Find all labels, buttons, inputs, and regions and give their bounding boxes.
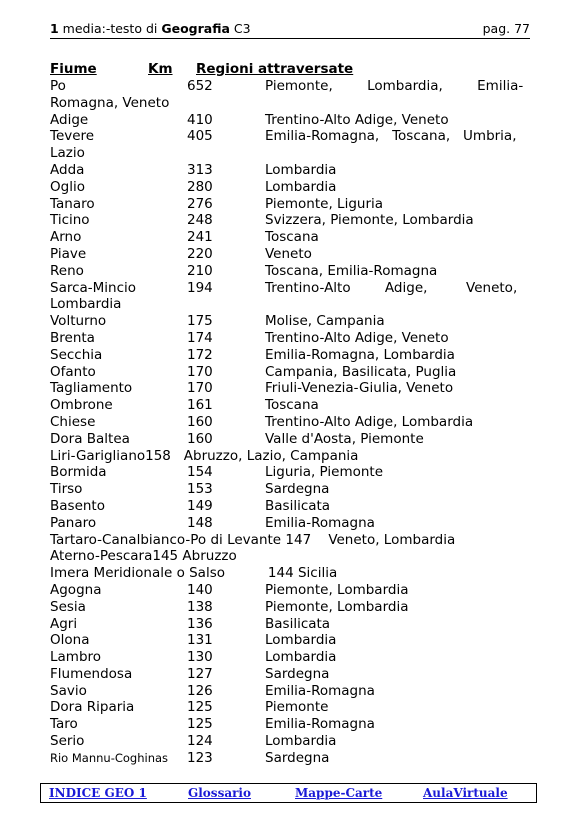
table-row <box>50 162 530 179</box>
river-regions: Svizzera, Piemonte, Lombardia <box>265 212 474 229</box>
river-regions: Toscana <box>265 229 319 246</box>
river-name: Brenta <box>50 329 95 346</box>
river-length: 172 <box>187 346 213 363</box>
river-regions-continued: Romagna, Veneto <box>50 94 170 111</box>
river-regions: Emilia-Romagna <box>265 514 375 531</box>
river-length: 652 <box>187 78 213 94</box>
river-regions: Piemonte, Liguria <box>265 195 384 212</box>
column-header-regioni: Regioni attraversate <box>196 61 354 77</box>
river-name: Ticino <box>50 212 90 229</box>
river-name: Sesia <box>50 598 86 615</box>
column-header-fiume: Fiume <box>50 61 97 77</box>
river-regions: Piemonte, Lombardia, Emilia- <box>265 78 524 94</box>
river-regions: Piemonte, Lombardia <box>265 598 409 615</box>
table-row <box>50 112 530 129</box>
river-name: Serio <box>50 733 85 750</box>
table-row <box>50 750 530 767</box>
river-regions: Sardegna <box>265 481 330 498</box>
river-length: 153 <box>187 481 213 498</box>
river-length: 194 <box>187 279 213 296</box>
river-regions: Lombardia <box>265 649 337 666</box>
river-name: Dora Riparia <box>50 699 135 716</box>
river-length: 210 <box>187 262 213 279</box>
table-row <box>50 616 530 633</box>
river-name: Tevere <box>50 128 95 145</box>
river-length: 170 <box>187 380 213 397</box>
river-length: 125 <box>187 716 213 733</box>
river-length: 131 <box>187 632 213 649</box>
table-row <box>50 733 530 750</box>
river-length: 125 <box>187 699 213 716</box>
page-number: pag. 77 <box>482 21 530 36</box>
river-regions: Friuli-Venezia-Giulia, Veneto <box>265 380 454 397</box>
row-text: Tartaro-Canalbianco-Po di Levante 147 Veneto, Lombardia <box>50 531 456 548</box>
river-length: 160 <box>187 413 213 430</box>
table-row <box>50 599 530 616</box>
table-row <box>50 229 530 246</box>
river-regions: Emilia-Romagna, Lombardia <box>265 346 455 363</box>
river-length: 160 <box>187 430 213 447</box>
river-name: Rio Mannu-Coghinas <box>50 750 169 765</box>
river-length: 140 <box>187 581 213 598</box>
river-length: 123 <box>187 749 213 766</box>
river-length: 241 <box>187 229 213 246</box>
river-name: Taro <box>50 716 78 733</box>
table-row <box>50 347 530 364</box>
river-length: 170 <box>187 363 213 380</box>
river-regions: Sardegna <box>265 749 330 766</box>
river-regions: Lombardia <box>265 632 337 649</box>
river-name: Savio <box>50 682 87 699</box>
header-title: 1 media:-testo di Geografia C3 <box>50 21 251 36</box>
table-row <box>50 666 530 683</box>
table-row <box>50 649 530 666</box>
river-length: 126 <box>187 682 213 699</box>
river-name: Agogna <box>50 581 102 598</box>
river-name: Bormida <box>50 464 107 481</box>
river-regions: Emilia-Romagna <box>265 716 375 733</box>
river-name: Chiese <box>50 413 96 430</box>
river-regions: Emilia-Romagna <box>265 682 375 699</box>
river-regions: Trentino-Alto Adige, Veneto <box>265 329 449 346</box>
river-length: 138 <box>187 598 213 615</box>
river-length: 276 <box>187 195 213 212</box>
river-length: 161 <box>187 397 213 414</box>
river-name: Po <box>50 78 66 94</box>
row-text: Liri-Garigliano158 Abruzzo, Lazio, Campania <box>50 447 359 464</box>
river-name: Ombrone <box>50 397 113 414</box>
river-name: Ofanto <box>50 363 96 380</box>
river-length: 148 <box>187 514 213 531</box>
table-row <box>50 464 530 481</box>
column-header-km: Km <box>148 61 173 77</box>
table-row <box>50 548 530 565</box>
table-row <box>50 414 530 431</box>
river-name: Lambro <box>50 649 102 666</box>
river-length: 313 <box>187 161 213 178</box>
river-regions: Trentino-Alto Adige, Veneto, <box>265 279 518 296</box>
river-name: Dora Baltea <box>50 430 130 447</box>
river-regions: Trentino-Alto Adige, Lombardia <box>265 413 474 430</box>
table-row <box>50 263 530 280</box>
table-row <box>50 397 530 414</box>
river-regions: Emilia-Romagna, Toscana, Umbria, <box>265 128 517 145</box>
river-length: 220 <box>187 245 213 262</box>
mappe-carte-link[interactable]: Mappe-Carte <box>295 786 383 800</box>
aula-virtuale-link[interactable]: AulaVirtuale <box>423 786 508 800</box>
table-row <box>50 448 530 465</box>
river-name: Reno <box>50 262 84 279</box>
table-row <box>50 716 530 733</box>
table-row <box>50 280 530 314</box>
river-length: 136 <box>187 615 213 632</box>
river-name: Adda <box>50 161 85 178</box>
indice-geo-link[interactable]: INDICE GEO 1 <box>49 786 147 800</box>
table-row <box>50 498 530 515</box>
river-regions: Basilicata <box>265 615 331 632</box>
river-name: Secchia <box>50 346 103 363</box>
river-regions: Lombardia <box>265 733 337 750</box>
river-name: Tirso <box>50 481 83 498</box>
river-regions-continued: Lombardia <box>50 296 122 313</box>
table-row <box>50 380 530 397</box>
river-length: 175 <box>187 313 213 330</box>
table-row <box>50 481 530 498</box>
river-length: 149 <box>187 497 213 514</box>
river-regions-continued: Lazio <box>50 145 85 162</box>
table-row <box>50 196 530 213</box>
river-regions: Piemonte, Lombardia <box>265 581 409 598</box>
river-length: 405 <box>187 128 213 145</box>
table-row <box>50 330 530 347</box>
river-name: Tagliamento <box>50 380 133 397</box>
glossario-link[interactable]: Glossario <box>188 786 251 800</box>
table-row <box>50 565 530 582</box>
river-regions: Piemonte <box>265 699 329 716</box>
river-name: Volturno <box>50 313 107 330</box>
river-regions: Lombardia <box>265 178 337 195</box>
river-name: Sarca-Mincio <box>50 279 137 296</box>
river-length: 124 <box>187 733 213 750</box>
table-row <box>50 364 530 381</box>
table-row <box>50 78 530 112</box>
footer-nav <box>40 783 537 803</box>
table-row <box>50 128 530 162</box>
river-name: Basento <box>50 497 105 514</box>
river-regions: Basilicata <box>265 497 331 514</box>
river-name: Tanaro <box>50 195 95 212</box>
river-name: Flumendosa <box>50 665 133 682</box>
river-regions: Trentino-Alto Adige, Veneto <box>265 111 449 128</box>
table-row <box>50 532 530 549</box>
river-regions: Sardegna <box>265 665 330 682</box>
river-name: Oglio <box>50 178 85 195</box>
row-text: Imera Meridionale o Salso 144 Sicilia <box>50 565 338 582</box>
column-headers <box>50 61 530 78</box>
river-name: Piave <box>50 245 87 262</box>
river-length: 127 <box>187 665 213 682</box>
table-row <box>50 699 530 716</box>
river-regions: Toscana <box>265 397 319 414</box>
river-length: 280 <box>187 178 213 195</box>
table-row <box>50 582 530 599</box>
table-row <box>50 632 530 649</box>
river-length: 130 <box>187 649 213 666</box>
table-row <box>50 246 530 263</box>
river-name: Arno <box>50 229 82 246</box>
river-name: Agri <box>50 615 78 632</box>
river-name: Olona <box>50 632 90 649</box>
table-row <box>50 313 530 330</box>
river-regions: Valle d'Aosta, Piemonte <box>265 430 424 447</box>
river-length: 248 <box>187 212 213 229</box>
table-row <box>50 515 530 532</box>
river-name: Panaro <box>50 514 97 531</box>
river-length: 174 <box>187 329 213 346</box>
river-regions: Campania, Basilicata, Puglia <box>265 363 457 380</box>
river-regions: Molise, Campania <box>265 313 385 330</box>
page-header <box>50 20 530 39</box>
table-row <box>50 431 530 448</box>
river-regions: Veneto <box>265 245 312 262</box>
river-name: Adige <box>50 111 89 128</box>
river-regions: Toscana, Emilia-Romagna <box>265 262 438 279</box>
river-regions: Lombardia <box>265 161 337 178</box>
river-length: 154 <box>187 464 213 481</box>
table-row <box>50 179 530 196</box>
table-row <box>50 212 530 229</box>
table-row <box>50 683 530 700</box>
river-regions: Liguria, Piemonte <box>265 464 384 481</box>
row-text: Aterno-Pescara145 Abruzzo <box>50 548 237 565</box>
river-length: 410 <box>187 111 213 128</box>
river-table <box>50 78 530 767</box>
